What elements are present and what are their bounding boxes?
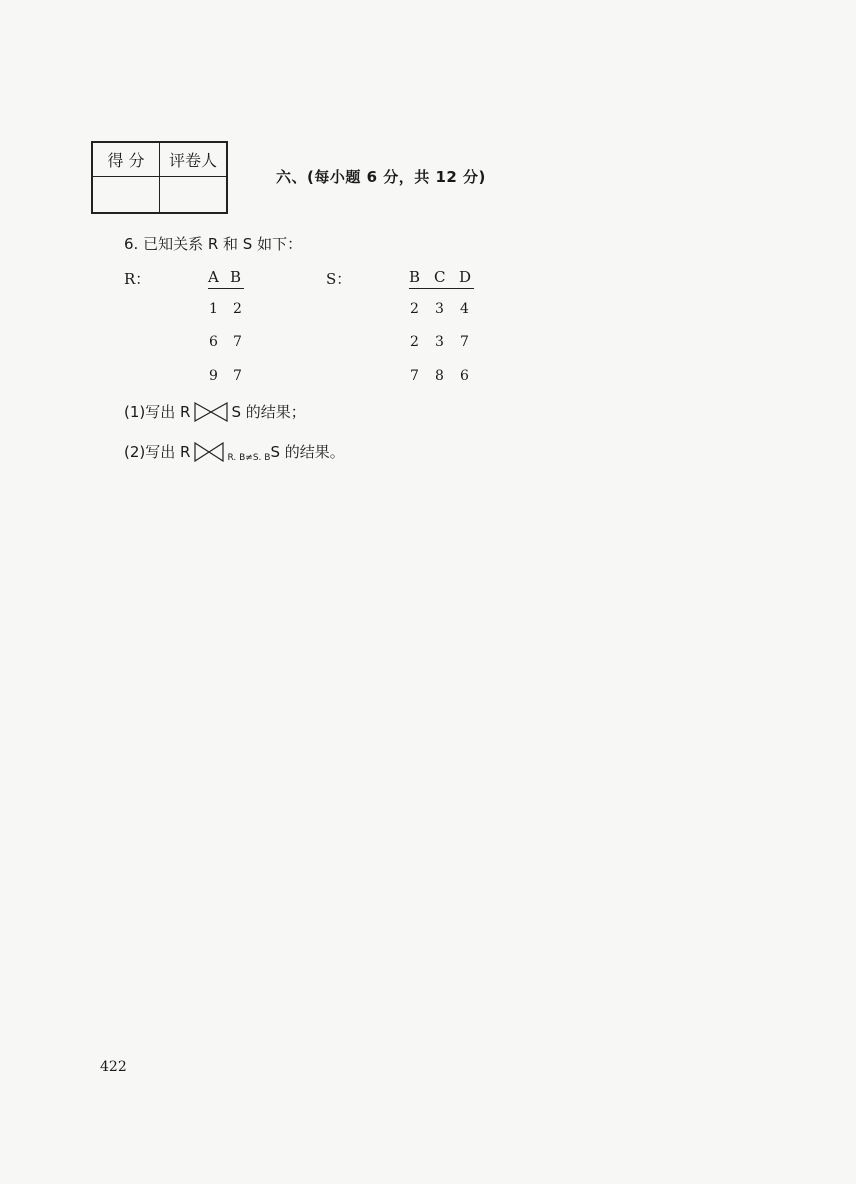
table-cell: 8 <box>435 368 444 384</box>
relation-s-row <box>410 368 469 384</box>
relation-s-col: C <box>434 268 446 286</box>
relation-s-row <box>410 301 469 317</box>
subquestion-1-suffix: S 的结果； <box>231 403 306 421</box>
relation-s-header <box>409 268 474 289</box>
relation-s-col: B <box>409 268 421 286</box>
table-cell: 6 <box>460 368 469 384</box>
theta-join-icon <box>194 442 224 462</box>
subquestion-2 <box>124 441 345 462</box>
score-header: 得 分 <box>92 142 160 177</box>
subquestion-1-prefix: (1)写出 R <box>124 403 191 421</box>
relation-s-label: S： <box>326 270 352 288</box>
score-table <box>91 141 228 214</box>
subquestion-2-suffix: S 的结果。 <box>270 443 345 461</box>
subquestion-1 <box>124 401 306 422</box>
table-cell: 3 <box>435 334 444 350</box>
table-cell: 1 <box>209 301 218 317</box>
grader-cell[interactable] <box>160 177 228 214</box>
relation-r-row <box>209 334 242 350</box>
table-cell: 2 <box>233 301 242 317</box>
table-cell: 6 <box>209 334 218 350</box>
relation-r-row <box>209 301 242 317</box>
table-cell: 2 <box>410 301 419 317</box>
table-cell: 7 <box>460 334 469 350</box>
table-cell: 3 <box>435 301 444 317</box>
relation-r-row <box>209 368 242 384</box>
question-text: 6. 已知关系 R 和 S 如下： <box>124 235 303 253</box>
score-cell[interactable] <box>92 177 160 214</box>
relation-r-col: B <box>230 268 242 286</box>
grader-header: 评卷人 <box>160 142 228 177</box>
natural-join-icon <box>194 402 228 422</box>
relation-r-col: A <box>208 268 219 286</box>
relation-r-header <box>208 268 244 289</box>
table-cell: 7 <box>410 368 419 384</box>
table-cell: 7 <box>233 334 242 350</box>
join-condition: R. B≠S. B <box>227 452 271 463</box>
table-cell: 2 <box>410 334 419 350</box>
subquestion-2-prefix: (2)写出 R <box>124 443 191 461</box>
table-cell: 4 <box>460 301 469 317</box>
table-cell: 9 <box>209 368 218 384</box>
table-cell: 7 <box>233 368 242 384</box>
relation-r-label: R： <box>124 270 151 288</box>
section-heading: 六、(每小题 6 分，共 12 分) <box>276 168 486 186</box>
relation-s-col: D <box>459 268 472 286</box>
page-number: 422 <box>100 1059 127 1075</box>
relation-s-row <box>410 334 469 350</box>
